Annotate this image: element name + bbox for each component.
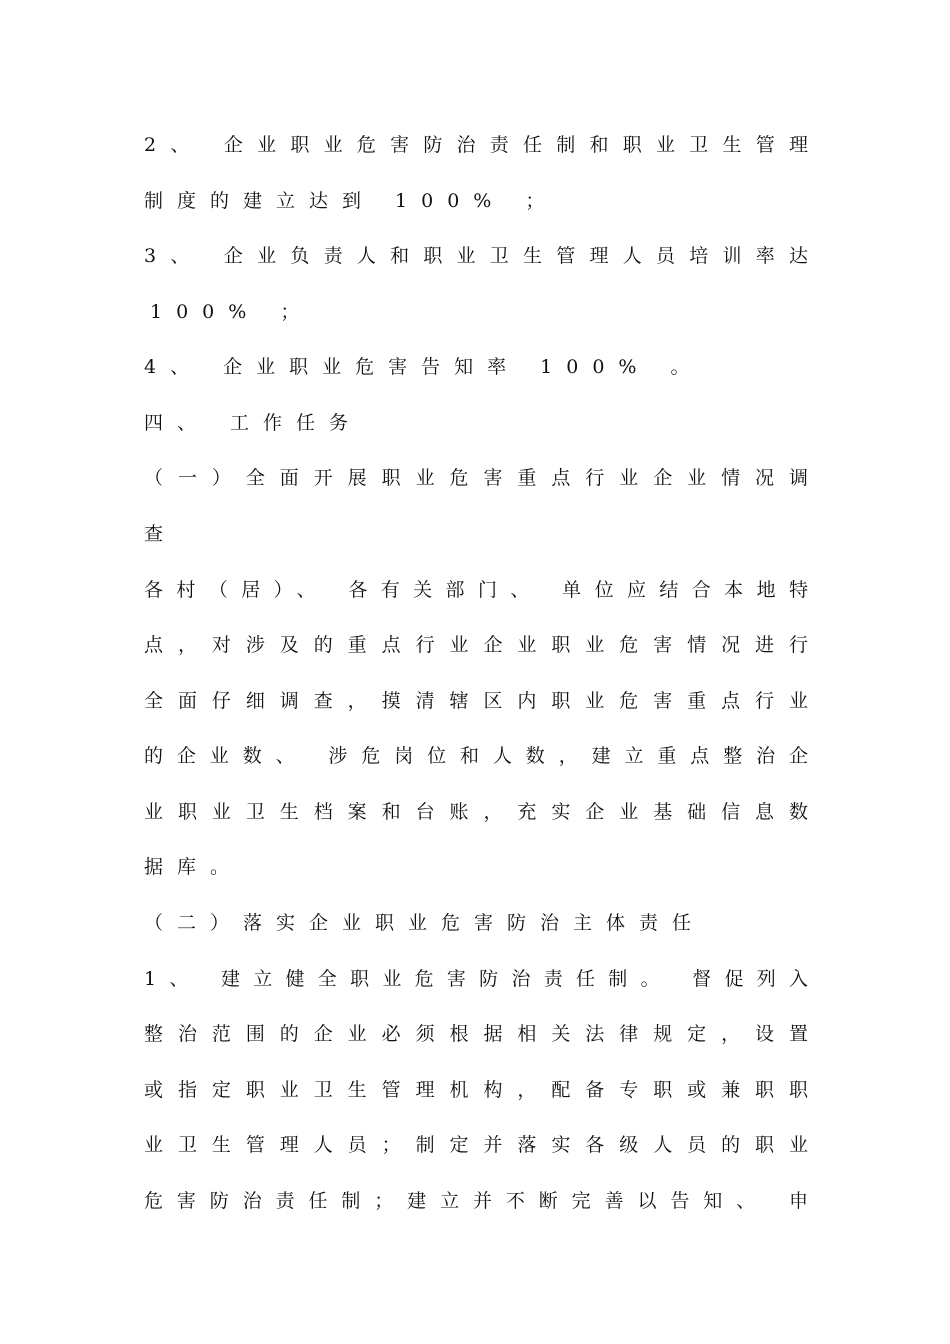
text-line: 100% ； (150, 301, 314, 323)
paragraph-line: 点，对涉及的重点行业企业职业危害情况进行 (144, 634, 808, 656)
text-line: 查 (144, 523, 178, 545)
paragraph-line: 危害防治责任制；建立并不断完善以告知、 申 (144, 1190, 808, 1212)
paragraph-line: 整治范围的企业必须根据相关法律规定，设置 (144, 1023, 808, 1045)
paragraph-line: 据库。 (144, 856, 244, 878)
text-line: 4、 企业职业危害告知率 100% 。 (144, 356, 704, 378)
paragraph-line: 全面仔细调查，摸清辖区内职业危害重点行业 (144, 690, 808, 712)
paragraph-line: 业职业卫生档案和台账，充实企业基础信息数 (144, 801, 808, 823)
subsection-heading: （一）全面开展职业危害重点行业企业情况调 (144, 467, 808, 489)
paragraph-line: 业卫生管理人员；制定并落实各级人员的职业 (144, 1134, 808, 1156)
text-line: 制度的建立达到 100% ； (144, 190, 559, 212)
section-heading: 四、 工作任务 (144, 412, 363, 434)
text-line: 3、 企业负责人和职业卫生管理人员培训率达 (144, 245, 808, 267)
paragraph-line: 1、 建立健全职业危害防治责任制。 督促列入 (144, 968, 808, 990)
text-line: 2、 企业职业危害防治责任制和职业卫生管理 (144, 134, 808, 156)
subsection-heading: （二）落实企业职业危害防治主体责任 (144, 912, 706, 934)
paragraph-line: 各村（居）、 各有关部门、 单位应结合本地特 (144, 579, 808, 601)
paragraph-line: 或指定职业卫生管理机构，配备专职或兼职职 (144, 1079, 808, 1101)
paragraph-line: 的企业数、 涉危岗位和人数，建立重点整治企 (144, 745, 808, 767)
